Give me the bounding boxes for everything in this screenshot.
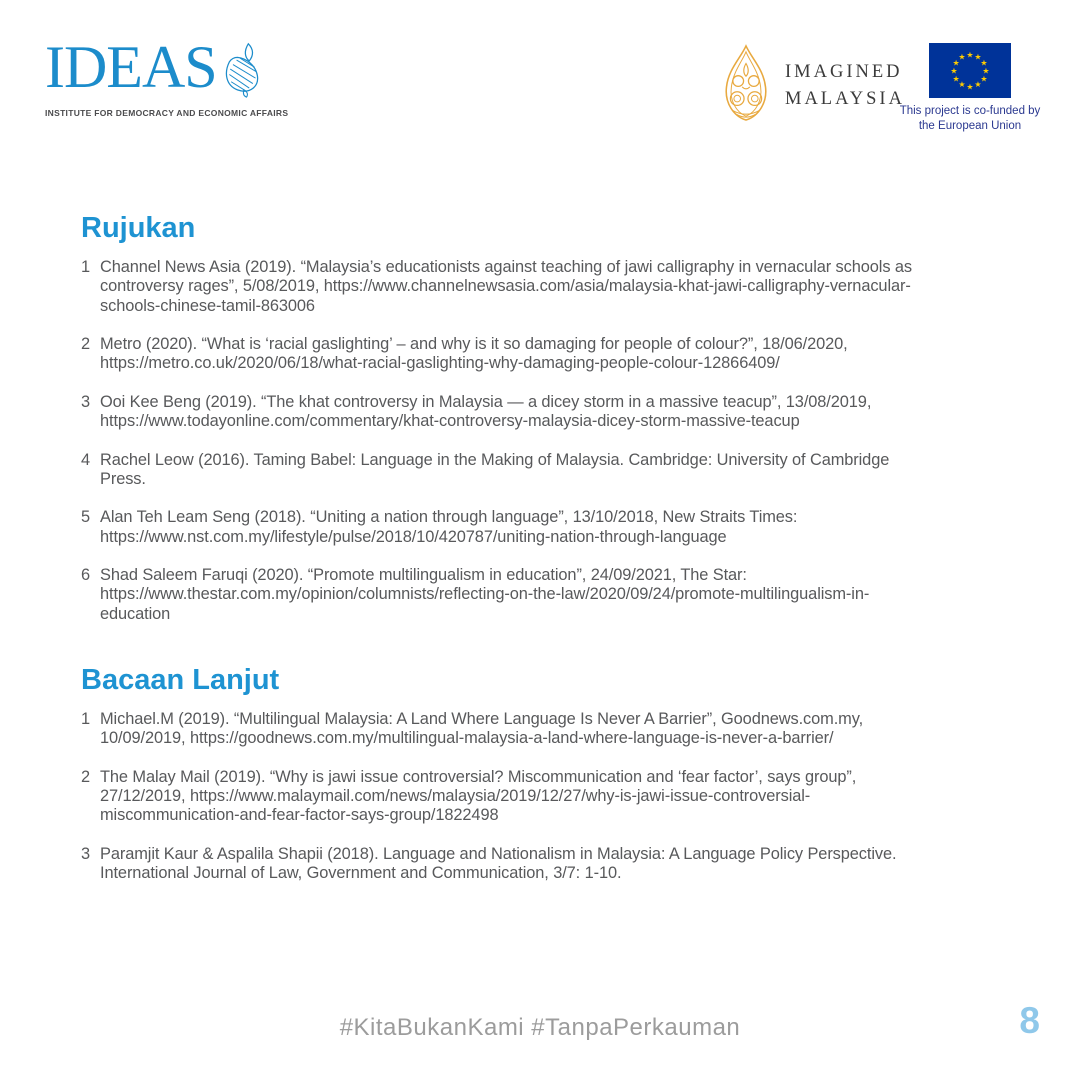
section-bacaan-lanjut — [81, 664, 927, 884]
reference-item — [81, 393, 927, 432]
reference-item — [81, 710, 927, 749]
reference-item — [81, 258, 927, 316]
references-content — [81, 212, 927, 884]
ideas-tagline: INSTITUTE FOR DEMOCRACY AND ECONOMIC AFFAIRS — [45, 108, 289, 118]
reference-text: Metro (2020). “What is ‘racial gaslighting’ – and why is it so damaging for people of colour?”, 18/06/2020, https://metro.co.uk/2020/06/18/what-racial-gaslighting-why-damaging-people-colour-12866409/ — [100, 335, 848, 373]
reference-list — [81, 258, 927, 624]
svg-text:★: ★ — [980, 58, 988, 68]
svg-text:★: ★ — [958, 52, 966, 62]
reference-text: Paramjit Kaur & Aspalila Shapii (2018). Language and Nationalism in Malaysia: A Language Policy Perspective. International Journal of Law, Government and Communication, 3/7: 1-10. — [100, 844, 897, 883]
svg-text:★: ★ — [952, 58, 960, 68]
reference-text: Michael.M (2019). “Multilingual Malaysia: A Land Where Language Is Never A Barrier”, Goodnews.com.my, 10/09/2019, https://goodnews.com.my/multilingual-malaysia-a-land-where-language-is-never-a-barrier/ — [100, 710, 864, 748]
imagined-malaysia-wordmark — [785, 59, 905, 113]
reference-item — [81, 508, 927, 547]
eu-cofunding-block — [893, 43, 1047, 134]
reference-number: 5 — [81, 508, 91, 527]
reference-text: Alan Teh Leam Seng (2018). “Uniting a nation through language”, 13/10/2018, New Straits Times: https://www.nst.com.my/lifestyle/pulse/2018/10/420787/uniting-nation-through-language — [100, 508, 798, 546]
reference-number: 6 — [81, 565, 91, 584]
reference-item — [81, 566, 927, 624]
section-rujukan — [81, 212, 927, 624]
eu-caption-line2: the European Union — [918, 119, 1022, 132]
reference-item — [81, 768, 927, 826]
reference-number: 2 — [81, 767, 91, 786]
svg-text:★: ★ — [952, 74, 960, 84]
svg-text:★: ★ — [974, 80, 982, 90]
svg-text:★: ★ — [966, 50, 974, 60]
svg-text:★: ★ — [950, 66, 958, 76]
reference-number: 4 — [81, 450, 91, 469]
eu-flag-icon — [929, 43, 1011, 98]
svg-text:★: ★ — [980, 74, 988, 84]
svg-text:★: ★ — [966, 82, 974, 92]
svg-text:★: ★ — [974, 52, 982, 62]
reference-text: Channel News Asia (2019). “Malaysia’s educationists against teaching of jawi calligraphy in vernacular schools as controversy rages”, 5/08/2019, https://www.channelnewsasia.com/asia/malaysia-khat-jawi-calligraphy-vernacular-schools-chinese-tamil-863006 — [100, 258, 913, 315]
reference-item — [81, 845, 927, 884]
svg-text:★: ★ — [982, 66, 990, 76]
eu-caption-line1: This project is co-funded by — [899, 105, 1041, 117]
malaysia-line: MALAYSIA — [785, 88, 905, 109]
wayang-gunungan-icon — [720, 44, 772, 127]
ideas-logo — [45, 34, 289, 118]
reference-text: Shad Saleem Faruqi (2020). “Promote multilingualism in education”, 24/09/2021, The Star: https://www.thestar.com.my/opinion/columnists/reflecting-on-the-law/2020/09/24/promote-multilingualism-in-education — [100, 565, 870, 623]
reference-item — [81, 451, 927, 490]
reference-number: 1 — [81, 710, 91, 729]
section-title: Rujukan — [81, 212, 196, 244]
svg-text:★: ★ — [958, 80, 966, 90]
reference-number: 2 — [81, 335, 91, 354]
ideas-wordmark: IDEAS — [45, 34, 217, 100]
page-number: 8 — [1019, 1000, 1040, 1041]
reference-text: Ooi Kee Beng (2019). “The khat controversy in Malaysia — a dicey storm in a massive teacup”, 13/08/2019, https://www.todayonline.com/commentary/khat-controversy-malaysia-dicey-storm-massive-teacup — [100, 392, 872, 431]
footer-hashtags: #KitaBukanKami #TanpaPerkauman — [339, 1014, 741, 1041]
reference-number: 3 — [81, 844, 91, 863]
imagined-malaysia-logo — [720, 44, 905, 127]
eu-caption — [893, 104, 1047, 134]
reference-item — [81, 335, 927, 374]
bird-sketch-icon — [222, 42, 262, 103]
reference-number: 3 — [81, 392, 91, 411]
section-title: Bacaan Lanjut — [81, 664, 280, 697]
imagined-line: IMAGINED — [785, 61, 903, 82]
reference-number: 1 — [81, 258, 91, 276]
reference-text: The Malay Mail (2019). “Why is jawi issue controversial? Miscommunication and ‘fear factor’, says group”, 27/12/2019, https://www.malaymail.com/news/malaysia/2019/12/27/why-is-jawi-issue-controversial-miscommunication-and-fear-factor-says-group/1822498 — [100, 767, 857, 825]
reference-list — [81, 710, 927, 884]
reference-text: Rachel Leow (2016). Taming Babel: Language in the Making of Malaysia. Cambridge: University of Cambridge Press. — [100, 450, 890, 488]
